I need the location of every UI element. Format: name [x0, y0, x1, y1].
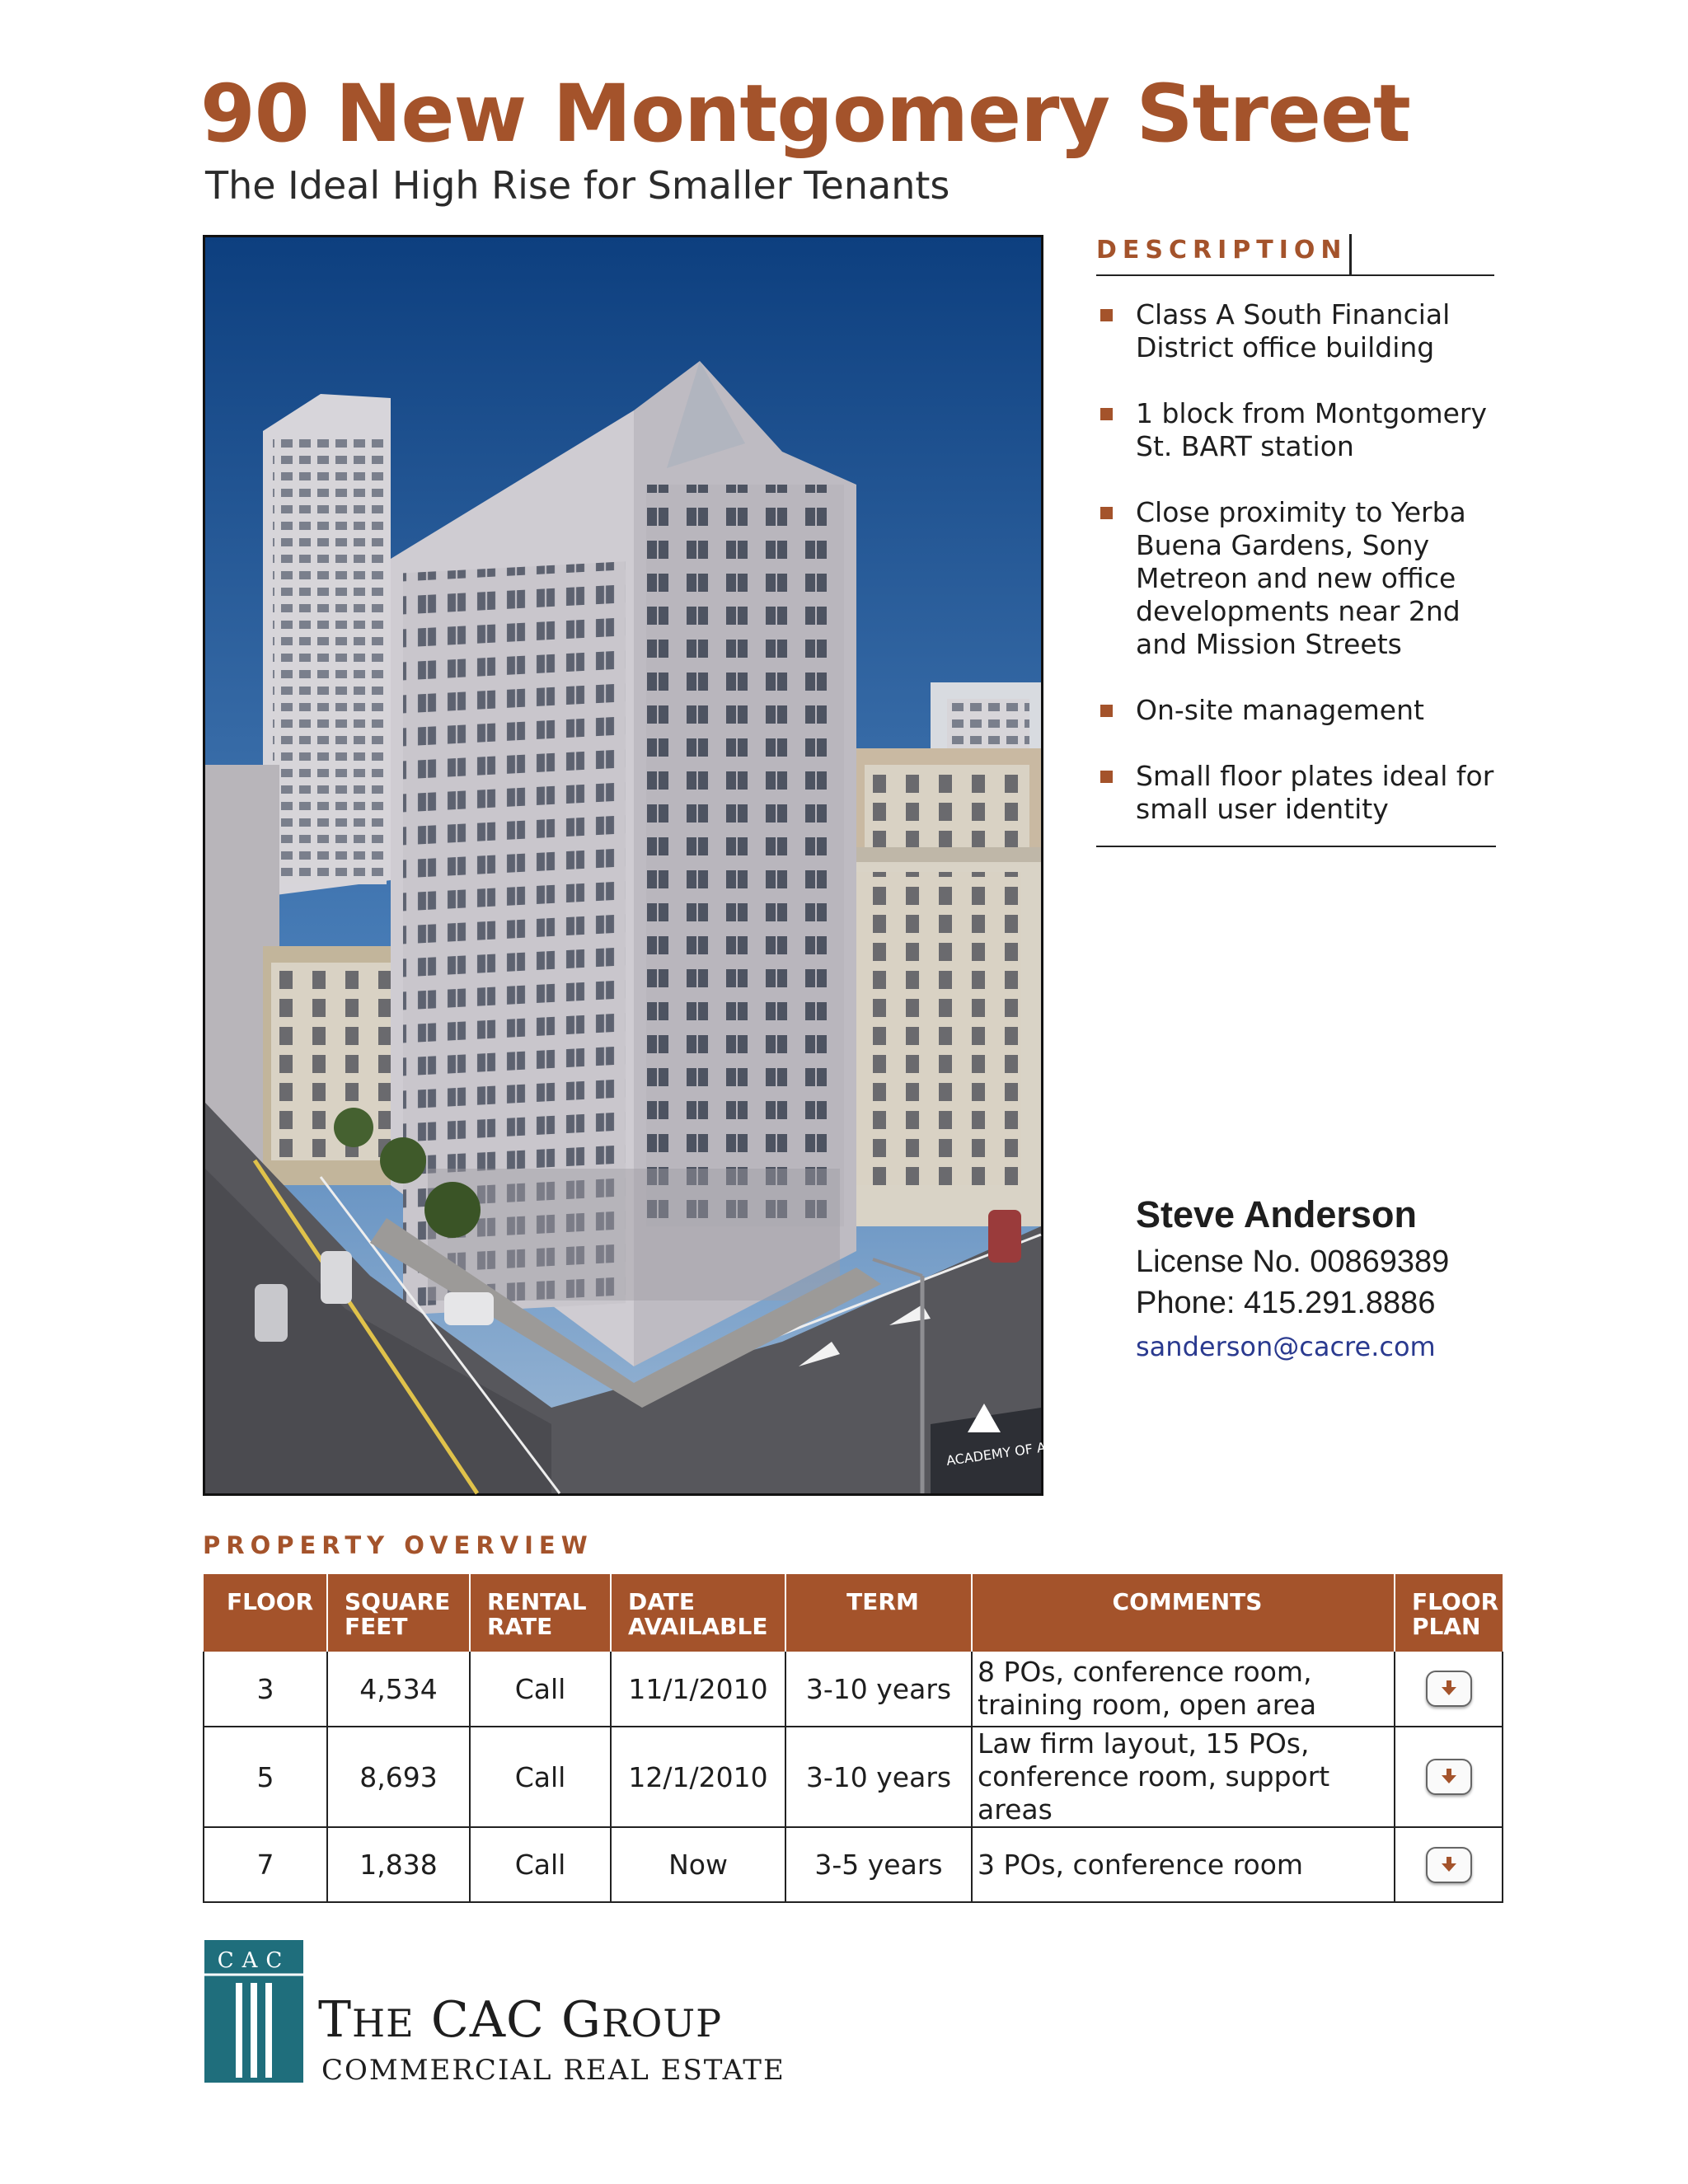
column-logo-icon [204, 1940, 303, 2083]
table-row [204, 1652, 1503, 1727]
description-heading: DESCRIPTION [1096, 236, 1348, 265]
column-header-comments: COMMENTS [972, 1574, 1395, 1652]
description-item: Small floor plates ideal for small user identity [1100, 760, 1504, 826]
cell-square-feet: 4,534 [327, 1652, 470, 1727]
column-header-square-feet: SQUARE FEET [327, 1574, 470, 1652]
column-header-floor-plan: FLOOR PLAN [1395, 1574, 1503, 1652]
floor-plan-download-button[interactable] [1426, 1671, 1472, 1707]
cell-square-feet: 8,693 [327, 1727, 470, 1827]
square-bullet-icon [1100, 507, 1113, 519]
download-arrow-icon [1442, 1857, 1456, 1873]
square-bullet-icon [1100, 309, 1113, 321]
description-item: Class A South Financial District office building [1100, 298, 1504, 364]
cell-floor: 5 [204, 1727, 327, 1827]
column-header-date-available: DATE AVAILABLE [611, 1574, 785, 1652]
cell-floor-plan [1395, 1652, 1503, 1727]
floor-plan-download-button[interactable] [1426, 1847, 1472, 1883]
company-logo [204, 1940, 785, 2087]
description-rule-top [1096, 274, 1494, 276]
cell-comments: 8 POs, conference room, training room, open area [972, 1652, 1395, 1727]
page-title: 90 New Montgomery Street [200, 68, 1410, 160]
floor-plan-download-button[interactable] [1426, 1759, 1472, 1795]
download-arrow-icon [1442, 1769, 1456, 1785]
contact-phone: Phone: 415.291.8886 [1136, 1286, 1436, 1320]
building-photo [203, 235, 1063, 1496]
cell-date-available: 11/1/2010 [611, 1652, 785, 1727]
description-item: Close proximity to Yerba Buena Gardens, Sony Metreon and new office developments near 2nd and Mission Streets [1100, 496, 1504, 661]
cell-floor: 3 [204, 1652, 327, 1727]
table-row [204, 1727, 1503, 1827]
description-item: On-site management [1100, 694, 1504, 727]
cell-rental-rate: Call [470, 1652, 611, 1727]
cell-term: 3-10 years [785, 1727, 972, 1827]
cell-floor: 7 [204, 1827, 327, 1902]
square-bullet-icon [1100, 705, 1113, 717]
contact-license: License No. 00869389 [1136, 1244, 1450, 1279]
square-bullet-icon [1100, 771, 1113, 783]
column-header-rental-rate: RENTAL RATE [470, 1574, 611, 1652]
cell-rental-rate: Call [470, 1727, 611, 1827]
cell-floor-plan [1395, 1827, 1503, 1902]
column-header-term: TERM [785, 1574, 972, 1652]
cell-comments: 3 POs, conference room [972, 1827, 1395, 1902]
description-rule-bottom [1096, 846, 1496, 847]
download-arrow-icon [1442, 1680, 1456, 1697]
table-header-row [204, 1574, 1503, 1652]
property-overview-table [203, 1574, 1503, 1903]
square-bullet-icon [1100, 408, 1113, 420]
cell-term: 3-10 years [785, 1652, 972, 1727]
company-name: THE CAC GROUP [318, 1991, 723, 2049]
column-header-floor: FLOOR [204, 1574, 327, 1652]
cell-date-available: 12/1/2010 [611, 1727, 785, 1827]
table-row [204, 1827, 1503, 1902]
description-list [1100, 298, 1504, 859]
property-overview-heading: PROPERTY OVERVIEW [203, 1531, 593, 1559]
cell-term: 3-5 years [785, 1827, 972, 1902]
academy-sign-text: ACADEMY OF ART [945, 1436, 1063, 1469]
description-divider [1349, 234, 1352, 275]
description-item: 1 block from Montgomery St. BART station [1100, 397, 1504, 463]
cac-logo-mark [204, 1940, 303, 2083]
contact-name: Steve Anderson [1136, 1193, 1417, 1235]
cell-comments: Law firm layout, 15 POs, conference room, support areas [972, 1727, 1395, 1827]
cell-rental-rate: Call [470, 1827, 611, 1902]
cell-square-feet: 1,838 [327, 1827, 470, 1902]
page-subtitle: The Ideal High Rise for Smaller Tenants [205, 163, 950, 208]
cell-floor-plan [1395, 1727, 1503, 1827]
contact-email-link[interactable]: sanderson@cacre.com [1136, 1331, 1436, 1362]
logo-mark-text: CAC [217, 1948, 291, 1973]
company-tagline: COMMERCIAL REAL ESTATE [321, 2054, 785, 2087]
cell-date-available: Now [611, 1827, 785, 1902]
